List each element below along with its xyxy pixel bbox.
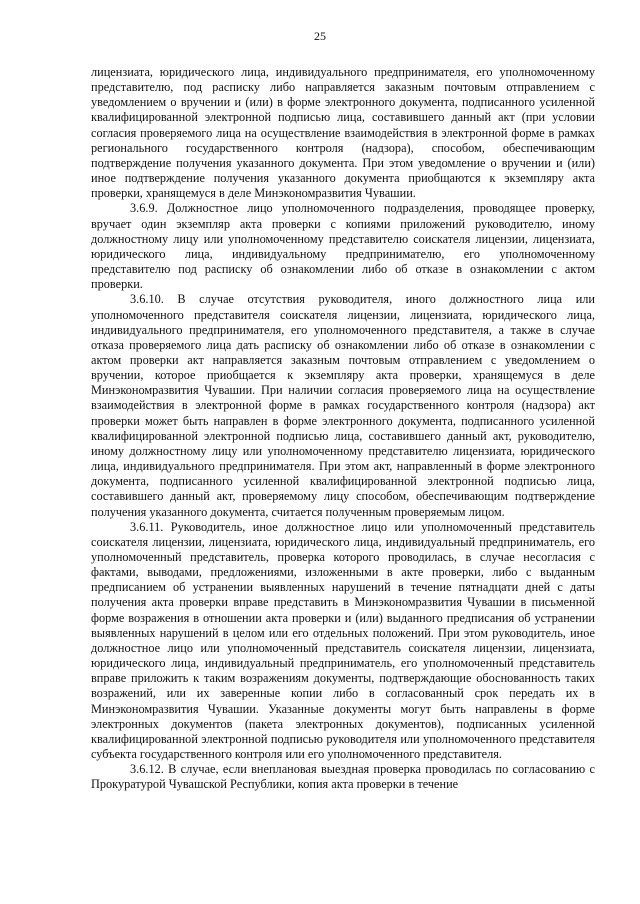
- page-number: 25: [314, 29, 326, 43]
- paragraph-continuation: лицензиата, юридического лица, индивидуального предпринимателя, его уполномоченному представителю, под расписку либо направляется заказным почтовым отправлением с уведомлением о вручении и (или) в форме электронного документа, подписанного усиленной квалифицированной электронной подписью лица, составившего данный акт (при условии согласия проверяемого лица на осуществление взаимодействия в электронной форме в рамках регионального государственного контроля (надзора), способом, обеспечивающим подтверждение получения указанного документа. При этом уведомление о вручении и (или) иное подтверждение получения указанного документа приобщаются к экземпляру акта проверки, хранящемуся в деле Минэкономразвития Чувашии.: [91, 65, 595, 201]
- paragraph-3-6-9: 3.6.9. Должностное лицо уполномоченного подразделения, проводящее проверку, вручает один экземпляр акта проверки с копиями приложений руководителю, иному должностному лицу или уполномоченному представителю соискателя лицензии, лицензиата, юридического лица, индивидуальному предпринимателю, его уполномоченному представителю под расписку об ознакомлении либо об отказе в ознакомлении с актом проверки.: [91, 201, 595, 292]
- paragraph-3-6-11: 3.6.11. Руководитель, иное должностное лицо или уполномоченный представитель соискателя лицензии, лицензиата, юридического лица, индивидуальный предприниматель, его уполномоченный представитель, проверка которого проводилась, в случае несогласия с фактами, выводами, предложениями, изложенными в акте проверки, либо с выданным предписанием об устранении выявленных нарушений в течение пятнадцати дней с даты получения акта проверки вправе представить в Минэкономразвития Чувашии в письменной форме возражения в отношении акта проверки и (или) выданного предписания об устранении выявленных нарушений в целом или его отдельных положений. При этом руководитель, иное должностное лицо или уполномоченный представитель соискателя лицензии, лицензиата, юридического лица, индивидуальный предприниматель, его уполномоченный представитель вправе приложить к таким возражениям документы, подтверждающие обоснованность таких возражений, или их заверенные копии либо в согласованный срок передать их в Минэкономразвития Чувашии. Указанные документы могут быть направлены в форме электронных документов (пакета электронных документов), подписанных усиленной квалифицированной электронной подписью руководителя или уполномоченного представителя субъекта государственного контроля или его уполномоченного представителя.: [91, 519, 595, 762]
- paragraph-3-6-12: 3.6.12. В случае, если внеплановая выездная проверка проводилась по согласованию с Прокуратурой Чувашской Республики, копия акта проверки в течение: [91, 762, 595, 792]
- paragraph-3-6-10: 3.6.10. В случае отсутствия руководителя, иного должностного лица или уполномоченного представителя соискателя лицензии, лицензиата, юридического лица, индивидуального предпринимателя, его уполномоченного представителя, а также в случае отказа проверяемого лица дать расписку об ознакомлении либо об отказе в ознакомлении с актом проверки акт направляется заказным почтовым отправлением с уведомлением о вручении, которое приобщается к экземпляру акта проверки, хранящемуся в деле Минэкономразвития Чувашии. При наличии согласия проверяемого лица на осуществление взаимодействия в электронной форме в рамках государственного контроля (надзора) акт проверки может быть направлен в форме электронного документа, подписанного усиленной квалифицированной электронной подписью лица, составившего данный акт, руководителю, иному должностному лицу или уполномоченному представителю лицензиата, юридического лица, индивидуального предпринимателя. При этом акт, направленный в форме электронного документа, подписанного усиленной квалифицированной электронной подписью лица, составившего данный акт, проверяемому лицу способом, обеспечивающим подтверждение получения указанного документа, считается полученным проверяемым лицом.: [91, 292, 595, 519]
- document-body: [91, 65, 595, 793]
